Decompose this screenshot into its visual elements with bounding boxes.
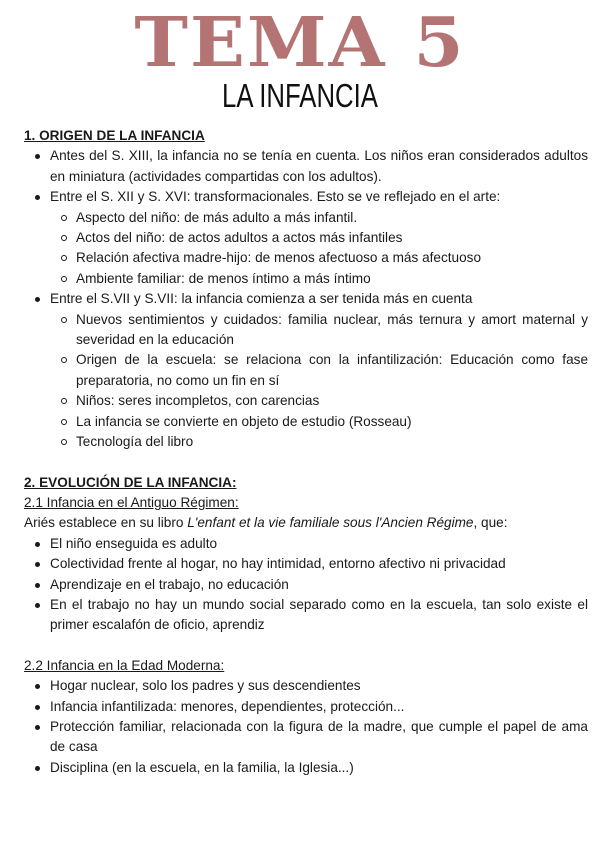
intro-paragraph [24, 513, 588, 533]
section-heading-origen: 1. ORIGEN DE LA INFANCIA [24, 128, 205, 143]
spacer [24, 636, 588, 656]
list-item: Protección familiar, relacionada con la figura de la madre, que cumple el papel de ama de casa [24, 717, 588, 758]
sublist-item: Aspecto del niño: de más adulto a más infantil. [50, 208, 588, 228]
book-title: L'enfant et la vie familiale sous l'Ancien Régime [187, 515, 474, 531]
section-heading-evolucion: 2. EVOLUCIÓN DE LA INFANCIA: [24, 474, 237, 490]
sublist [50, 208, 588, 290]
list-item: Infancia infantilizada: menores, dependientes, protección... [24, 697, 588, 717]
list-item: Disciplina (en la escuela, en la familia, la Iglesia...) [24, 758, 588, 778]
page-title: TEMA 5 [134, 1, 466, 82]
sublist-item: Ambiente familiar: de menos íntimo a más íntimo [50, 269, 588, 289]
list-item: El niño enseguida es adulto [24, 534, 588, 554]
list-item: Aprendizaje en el trabajo, no educación [24, 575, 588, 595]
sublist-item: Origen de la escuela: se relaciona con la infantilización: Educación como fase preparatoria, no como un fin en sí [50, 350, 588, 391]
origen-list [24, 146, 588, 452]
list-item [24, 289, 588, 452]
intro-text: Ariés establece en su libro [24, 515, 188, 531]
intro-text-end: , que: [473, 515, 508, 531]
list-item [24, 187, 588, 289]
edad-moderna-list [24, 676, 588, 778]
subsection-heading-edad-moderna: 2.2 Infancia en la Edad Moderna: [24, 657, 225, 673]
sublist-item: Tecnología del libro [50, 432, 588, 452]
subsection-heading-antiguo-regimen: 2.1 Infancia en el Antiguo Régimen: [24, 494, 239, 510]
list-item-text: Entre el S. XII y S. XVI: transformacionales. Esto se ve reflejado en el arte: [50, 189, 501, 205]
sublist [50, 310, 588, 453]
sublist-item: Nuevos sentimientos y cuidados: familia nuclear, más ternura y amort maternal y severidad en la educación [50, 310, 588, 351]
sublist-item: Niños: seres incompletos, con carencias [50, 391, 588, 411]
sublist-item: Relación afectiva madre-hijo: de menos afectuoso a más afectuoso [50, 248, 588, 268]
sublist-item: Actos del niño: de actos adultos a actos más infantiles [50, 228, 588, 248]
list-item: Antes del S. XIII, la infancia no se tenía en cuenta. Los niños eran considerados adultos en miniatura (actividades compartidas con los adultos). [24, 146, 588, 187]
document-body [24, 126, 588, 778]
spacer [24, 453, 588, 473]
list-item: Colectividad frente al hogar, no hay intimidad, entorno afectivo ni privacidad [24, 554, 588, 574]
list-item: Hogar nuclear, solo los padres y sus descendientes [24, 676, 588, 696]
list-item: En el trabajo no hay un mundo social separado como en la escuela, tan solo existe el primer escalafón de oficio, aprendiz [24, 595, 588, 636]
list-item-text: Entre el S.VII y S.VII: la infancia comienza a ser tenida más en cuenta [50, 291, 473, 307]
page-subtitle: LA INFANCIA [222, 77, 378, 114]
sublist-item: La infancia se convierte en objeto de estudio (Rosseau) [50, 412, 588, 432]
antiguo-regimen-list [24, 534, 588, 636]
